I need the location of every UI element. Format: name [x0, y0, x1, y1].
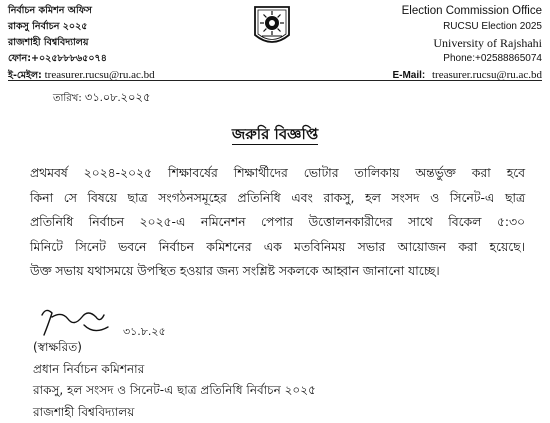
university-emblem-icon: [253, 5, 291, 49]
signature-date: ৩১.৮.২৫: [123, 325, 166, 338]
university-name-en: University of Rajshahi: [392, 35, 542, 51]
date-value: ৩১.০৮.২০২৫: [85, 92, 151, 104]
body-line: কিনা সে বিষয়ে ছাত্র সংগঠনসমূহের প্রতিনিধি এবং রাকসু, হল সংসদ ও সিনেট-এ ছাত্র: [30, 186, 525, 211]
office-name-en: Election Commission Office: [392, 3, 542, 19]
email-address-en: treasurer.rucsu@ru.ac.bd: [432, 69, 542, 81]
notice-title-text: জরুরি বিজ্ঞপ্তি: [232, 125, 318, 145]
header-left-bangla: [8, 3, 155, 84]
phone-en: Phone:+02588865074: [392, 51, 542, 67]
signatory-designation: প্রধান নির্বাচন কমিশনার: [33, 359, 316, 381]
body-line: প্রতিনিধি নির্বাচন ২০২৫-এ নমিনেশন পেপার উত্তোলনকারীদের সাথে বিকেল ৫:৩০: [30, 210, 525, 235]
office-name-bn: নির্বাচন কমিশন অফিস: [8, 3, 155, 19]
university-name-bn: রাজশাহী বিশ্ববিদ্যালয়: [8, 35, 155, 51]
signed-label: (স্বাক্ষরিত): [33, 337, 316, 359]
email-label-bn: ই-মেইল:: [8, 70, 42, 81]
email-row-bn: [8, 67, 155, 84]
header-right-english: [392, 3, 542, 84]
header-divider: [8, 80, 542, 81]
notice-date: [53, 89, 150, 108]
notice-title: [0, 123, 550, 148]
email-address-bn: treasurer.rucsu@ru.ac.bd: [45, 69, 155, 81]
body-line: প্রথমবর্ষ ২০২৪-২০২৫ শিক্ষাবর্ষের শিক্ষার্থীদের ভোটার তালিকায় অন্তর্ভুক্ত করা হবে: [30, 161, 525, 186]
email-label-en: E-Mail:: [392, 70, 425, 81]
body-line: মিনিটে সিনেট ভবনে নির্বাচন কমিশনের এক মতবিনিময় সভার আয়োজন করা হয়েছে।: [30, 235, 525, 260]
signatory-block: [33, 337, 316, 423]
date-label: তারিখ:: [53, 93, 82, 104]
email-row-en: [392, 67, 542, 84]
election-name-en: RUCSU Election 2025: [392, 19, 542, 35]
election-name-bn: রাকসু নির্বাচন ২০২৫: [8, 19, 155, 35]
signatory-body: রাকসু, হল সংসদ ও সিনেট-এ ছাত্র প্রতিনিধি নির্বাচন ২০২৫: [33, 380, 316, 402]
phone-bn: ফোন:+০২৫৮৮৮৬৫০৭৪: [8, 51, 155, 67]
body-line: উক্ত সভায় যথাসময়ে উপস্থিত হওয়ার জন্য সংশ্লিষ্ট সকলকে আহ্বান জানানো যাচ্ছে।: [30, 259, 525, 284]
signatory-university: রাজশাহী বিশ্ববিদ্যালয়: [33, 402, 316, 423]
notice-body: [30, 161, 525, 284]
